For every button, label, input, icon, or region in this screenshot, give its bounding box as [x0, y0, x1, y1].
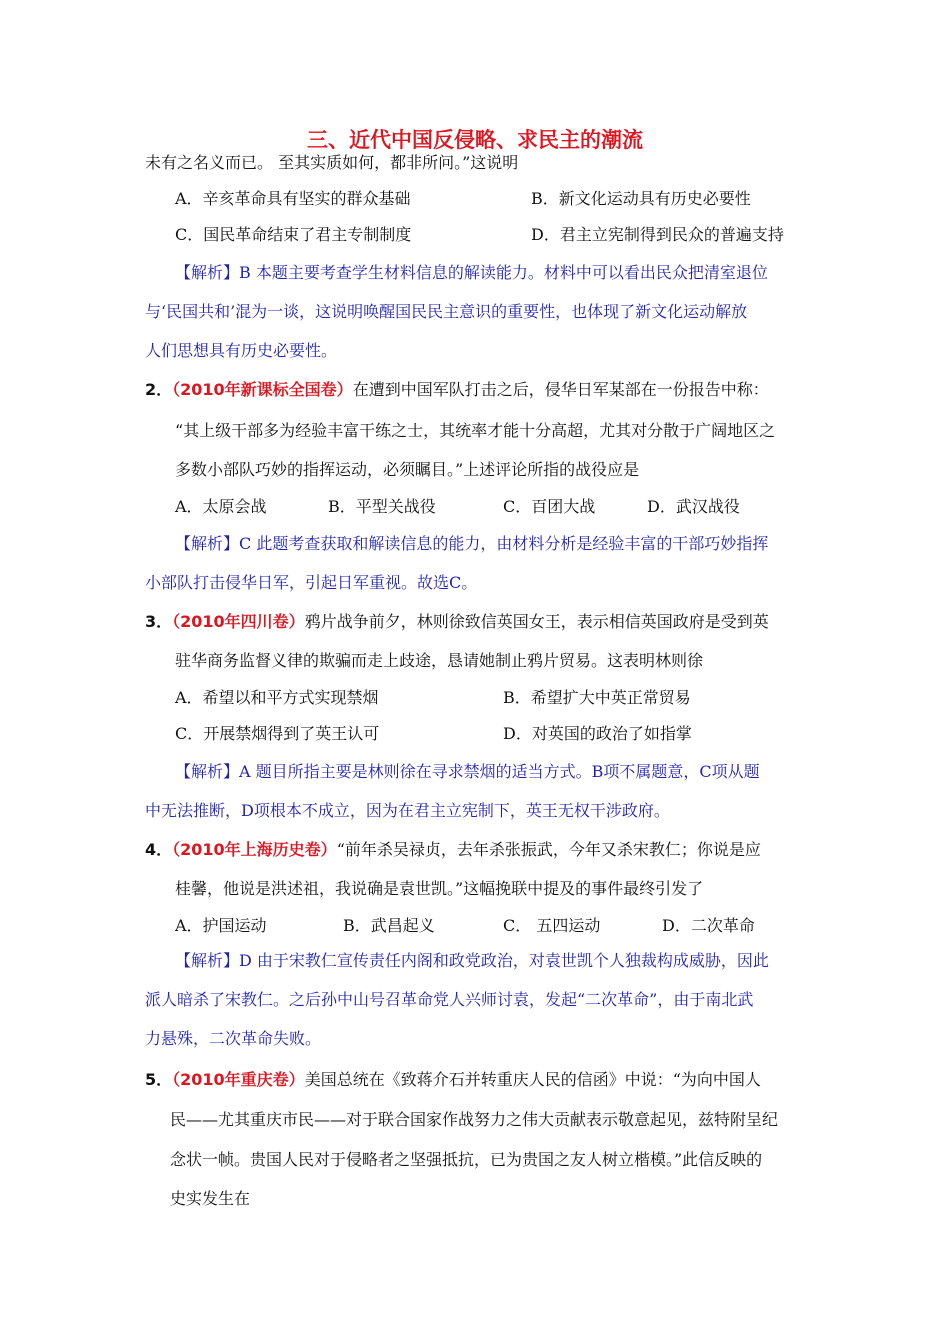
q4-option-a: A．护国运动 — [175, 916, 267, 935]
q2-stem-line-3: 多数小部队巧妙的指挥运动，必须瞩目。”上述评论所指的战役应是 — [175, 460, 640, 479]
q2-analysis-line-2: 小部队打击侵华日军，引起日军重视。故选C。 — [145, 573, 478, 592]
q4-number: 4． — [145, 840, 173, 859]
q1-analysis-line-1: 【解析】B 本题主要考查学生材料信息的解读能力。材料中可以看出民众把清室退位 — [175, 263, 768, 282]
q5-stem-line-2: 民——尤其重庆市民——对于联合国家作战努力之伟大贡献表示敬意起见，兹特附呈纪 — [170, 1110, 779, 1129]
q2-number: 2． — [145, 380, 173, 399]
q4-analysis-line-2: 派人暗杀了宋教仁。之后孙中山号召革命党人兴师讨袁，发起“二次革命”，由于南北武 — [145, 990, 754, 1009]
q1-stem-tail: 未有之名义而已。 至其实质如何，都非所问。”这说明 — [145, 153, 519, 172]
q4-source: （2010年上海历史卷） — [172, 840, 337, 859]
q1-analysis-line-3: 人们思想具有历史必要性。 — [145, 341, 338, 360]
q4-option-b: B．武昌起义 — [343, 916, 435, 935]
q3-stem-line-1 — [145, 612, 769, 632]
q2-option-d: D．武汉战役 — [647, 497, 740, 516]
q1-analysis-line-2: 与‘民国共和’混为一谈，这说明唤醒国民民主意识的重要性，也体现了新文化运动解放 — [145, 302, 748, 321]
q1-option-a: A．辛亥革命具有坚实的群众基础 — [175, 189, 411, 208]
q3-option-b: B．希望扩大中英正常贸易 — [503, 688, 691, 707]
q5-stem-line-3: 念状一帧。贵国人民对于侵略者之坚强抵抗，已为贵国之友人树立楷模。”此信反映的 — [170, 1150, 763, 1169]
q2-stem-line-2: “其上级干部多为经验丰富干练之士，其统率才能十分高超，尤其对分散于广阔地区之 — [175, 421, 776, 440]
q3-option-c: C．开展禁烟得到了英王认可 — [175, 724, 380, 743]
q3-analysis-line-2: 中无法推断，D项根本不成立，因为在君主立宪制下，英王无权干涉政府。 — [145, 801, 670, 820]
q5-number: 5． — [145, 1070, 173, 1089]
q4-analysis-line-1: 【解析】D 由于宋教仁宣传责任内阁和政党政治，对袁世凯个人独裁构成威胁，因此 — [175, 951, 769, 970]
q2-option-a: A．太原会战 — [175, 497, 267, 516]
q1-option-b: B．新文化运动具有历史必要性 — [531, 189, 751, 208]
q2-option-c: C．百团大战 — [503, 497, 596, 516]
q4-option-c: C． 五四运动 — [503, 916, 601, 935]
q2-source: （2010年新课标全国卷） — [172, 380, 353, 399]
q2-analysis-line-1: 【解析】C 此题考查获取和解读信息的能力，由材料分析是经验丰富的干部巧妙指挥 — [175, 534, 769, 553]
q3-analysis-line-1: 【解析】A 题目所指主要是林则徐在寻求禁烟的适当方式。B项不属题意，C项从题 — [175, 762, 760, 781]
q3-option-a: A．希望以和平方式实现禁烟 — [175, 688, 379, 707]
q4-stem-line-1 — [145, 840, 761, 860]
q1-option-c: C．国民革命结束了君主专制制度 — [175, 225, 412, 244]
q4-analysis-line-3: 力悬殊，二次革命失败。 — [145, 1029, 322, 1048]
q4-stem-text: “前年杀吴禄贞，去年杀张振武，今年又杀宋教仁；你说是应 — [336, 840, 761, 859]
section-title: 三、近代中国反侵略、求民主的潮流 — [307, 128, 643, 152]
q3-option-d: D．对英国的政治了如指掌 — [503, 724, 692, 743]
q1-option-d: D．君主立宪制得到民众的普遍支持 — [531, 225, 784, 244]
q4-option-d: D．二次革命 — [662, 916, 755, 935]
q5-stem-line-4: 史实发生在 — [170, 1189, 251, 1208]
q3-source: （2010年四川卷） — [172, 612, 305, 631]
q3-stem-line-2: 驻华商务监督义律的欺骗而走上歧途，恳请她制止鸦片贸易。这表明林则徐 — [175, 651, 704, 670]
q2-stem-line-1 — [145, 380, 769, 400]
q3-number: 3． — [145, 612, 173, 631]
q5-stem-line-1 — [145, 1070, 761, 1090]
q5-stem-text: 美国总统在《致蒋介石并转重庆人民的信函》中说：“为向中国人 — [304, 1070, 761, 1089]
q2-option-b: B．平型关战役 — [328, 497, 436, 516]
q3-stem-text: 鸦片战争前夕，林则徐致信英国女王，表示相信英国政府是受到英 — [304, 612, 769, 631]
q4-stem-line-2: 桂馨，他说是洪述祖，我说确是袁世凯。”这幅挽联中提及的事件最终引发了 — [175, 879, 704, 898]
q5-source: （2010年重庆卷） — [172, 1070, 305, 1089]
q2-stem-text: 在遭到中国军队打击之后，侵华日军某部在一份报告中称： — [352, 380, 769, 399]
